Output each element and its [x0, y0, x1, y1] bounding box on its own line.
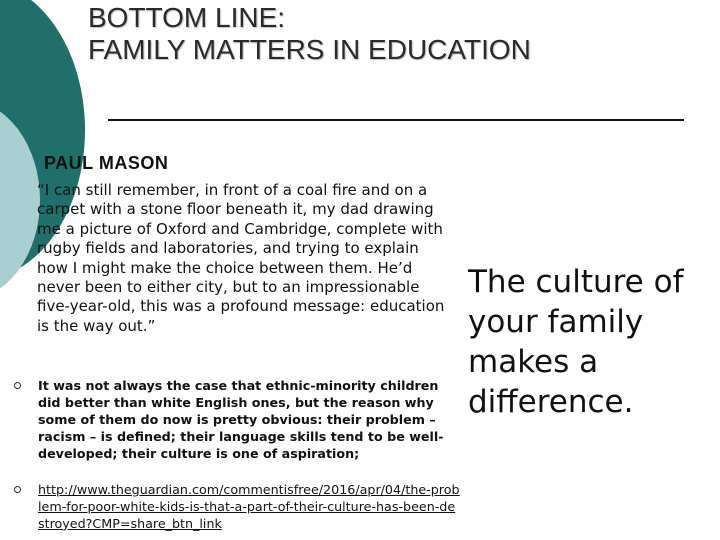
title-divider [108, 119, 684, 121]
author-name: PAUL MASON [44, 153, 169, 173]
bullet-text-1: It was not always the case that ethnic-minority children did better than white English ones, but the reason why some of them do now is pretty obvious: their problem – racism – is defined; their language skills tend to be well-developed; their culture is one of aspiration; [38, 378, 444, 461]
title-line-2: FAMILY MATTERS IN EDUCATION [88, 34, 531, 65]
bullet-icon [14, 382, 21, 389]
article-link[interactable]: http://www.theguardian.com/commentisfree/2016/apr/04/the-problem-for-poor-white-kids-is-that-a-part-of-their-culture-has-been-destroyed?CMP=share_btn_link [38, 482, 460, 531]
callout-text: The culture of your family makes a difference. [468, 264, 684, 420]
title-line-1: BOTTOM LINE: [88, 2, 286, 33]
bullet-icon [14, 486, 21, 493]
quote-text: “I can still remember, in front of a coal fire and on a carpet with a stone floor beneath it, my dad drawing me a picture of Oxford and Cambridge, complete with rugby fields and laboratories, and trying to explain how I might make the choice between them. He’d never been to either city, but to an impressionable five-year-old, this was a profound message: education is the way out.” [37, 181, 445, 335]
slide-title [88, 2, 688, 66]
